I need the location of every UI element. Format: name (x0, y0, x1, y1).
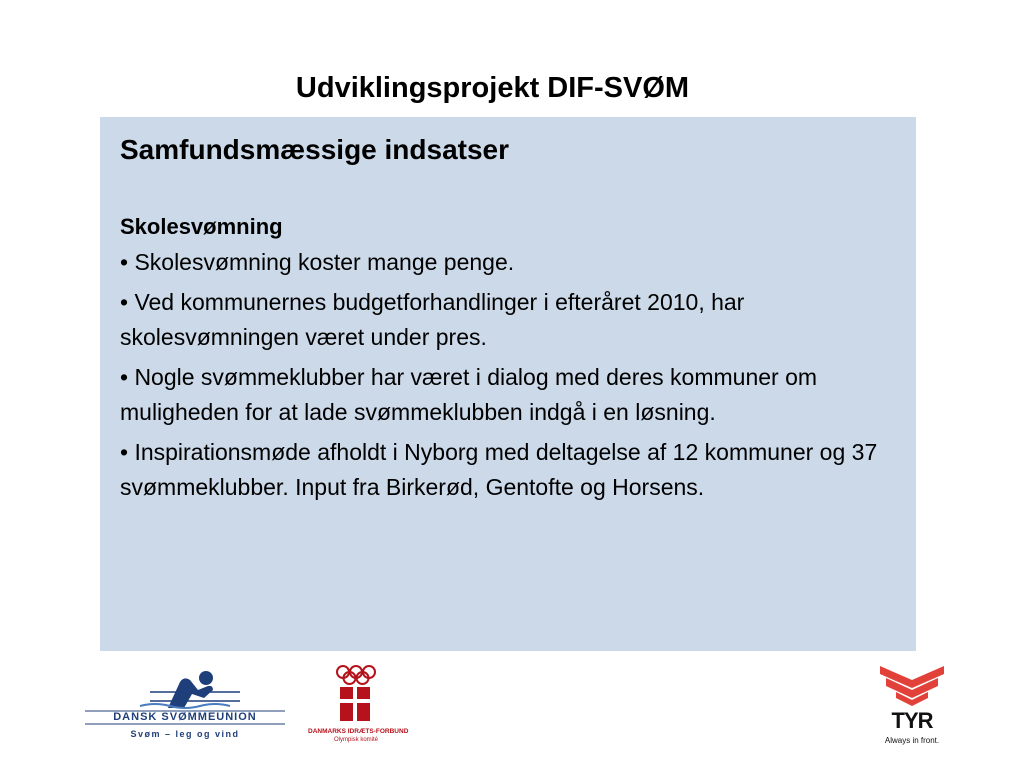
dsu-tagline: Svøm – leg og vind (130, 729, 240, 739)
bullet-item: • Nogle svømmeklubber har været i dialog med deres kommuner om muligheden for at lade svømmeklubben indgå i en løsning. (120, 364, 818, 425)
dif-name: DANMARKS IDRÆTS-FORBUND (308, 728, 409, 735)
slide-title: Udviklingsprojekt DIF-SVØM (295, 72, 690, 104)
tyr-tagline: Always in front. (884, 736, 940, 745)
bullet-item: • Inspirationsmøde afholdt i Nyborg med deltagelse af 12 kommuner og 37 svømmeklubber. Input fra Birkerød, Gentofte og Horsens. (120, 439, 878, 500)
dsu-logo (80, 668, 290, 744)
bullet-item: • Skolesvømning koster mange penge. (120, 249, 515, 275)
tyr-logo (872, 662, 952, 752)
dif-subtitle: Olympisk komité (333, 737, 378, 743)
dif-logo (308, 662, 409, 744)
tyr-name: TYR (891, 708, 933, 733)
bullet-item: • Ved kommunernes budgetforhandlinger i efteråret 2010, har skolesvømningen været under pres. (120, 289, 745, 350)
sub-heading: Skolesvømning (120, 214, 283, 239)
dsu-name: DANSK SVØMMEUNION (113, 711, 257, 723)
content-box (100, 117, 916, 651)
olympic-rings-icon (308, 662, 404, 728)
tyr-emblem-icon (872, 662, 952, 712)
section-heading: Samfundsmæssige indsatser (120, 134, 510, 165)
